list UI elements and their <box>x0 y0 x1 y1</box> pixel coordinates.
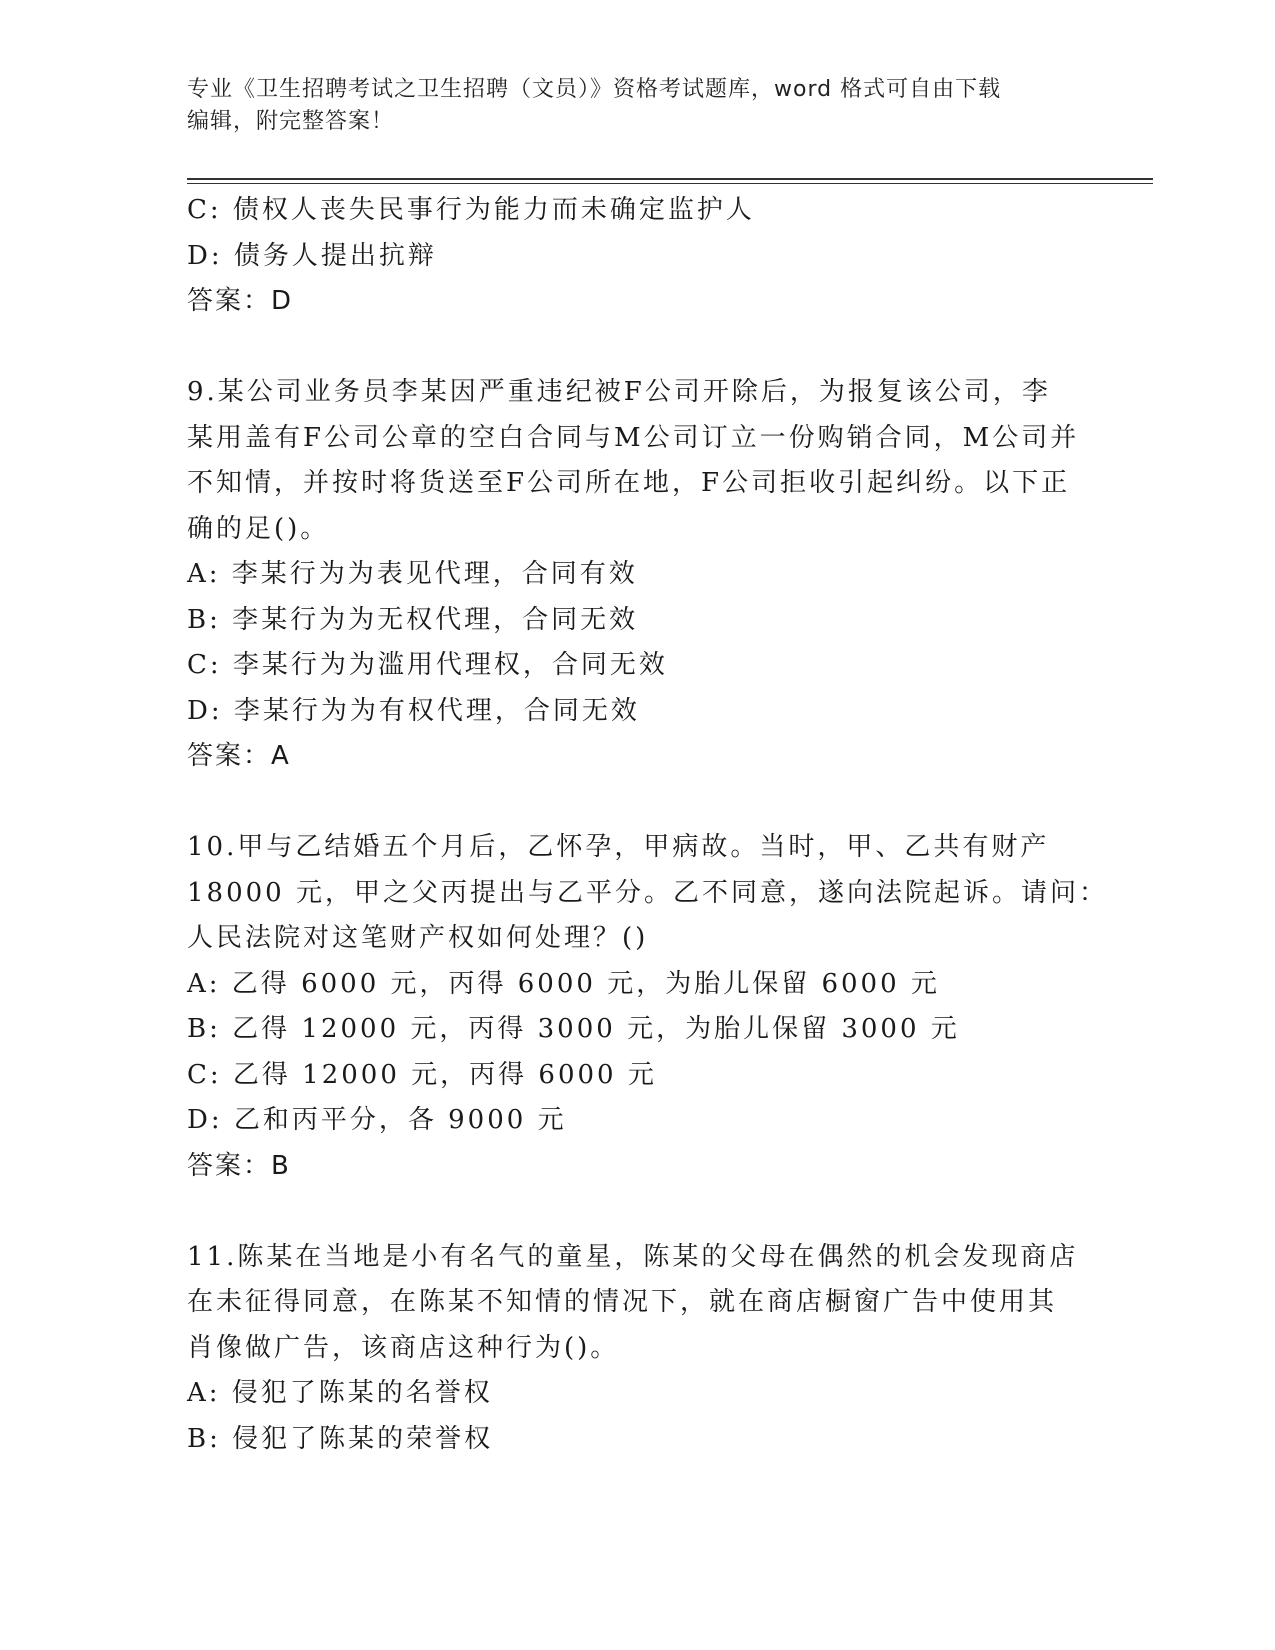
option-d: D: 乙和丙平分，各 9000 元 <box>187 1105 567 1135</box>
spacer <box>187 325 1087 371</box>
option-c: C: 李某行为为滥用代理权，合同无效 <box>187 650 668 680</box>
question-stem-line: 18000 元，甲之父丙提出与乙平分。乙不同意，遂向法院起诉。请问： <box>187 877 1108 908</box>
question-stem-line: 某用盖有F公司公章的空白合同与M公司订立一份购销合同，M公司并 <box>187 422 1080 453</box>
question-stem-line: 10.甲与乙结婚五个月后，乙怀孕，甲病故。当时，甲、乙共有财产 <box>187 832 1050 862</box>
header-rule-thick <box>187 178 1153 180</box>
question-stem-line: 肖像做广告，该商店这种行为()。 <box>187 1332 620 1363</box>
header-rule-thin <box>187 183 1153 184</box>
question-stem-line: 11.陈某在当地是小有名气的童星，陈某的父母在偶然的机会发现商店 <box>187 1241 1079 1272</box>
question-stem-line: 9.某公司业务员李某因严重违纪被F公司开除后，为报复该公司，李 <box>187 377 1051 407</box>
question-stem-line: 确的足()。 <box>187 513 330 544</box>
answer-label: 答案：D <box>187 286 294 316</box>
header-line-2: 编辑，附完整答案！ <box>187 109 395 134</box>
document-body <box>187 188 1108 1462</box>
answer-label: 答案：A <box>187 741 291 771</box>
option-b: B: 乙得 12000 元，丙得 3000 元，为胎儿保留 3000 元 <box>187 1014 960 1044</box>
question-stem-line: 不知情，并按时将货送至F公司所在地，F公司拒收引起纠纷。以下正 <box>187 468 1071 498</box>
question-stem-line: 在未征得同意，在陈某不知情的情况下，就在商店橱窗广告中使用其 <box>187 1287 1058 1317</box>
option-d: D: 债务人提出抗辩 <box>187 240 437 271</box>
option-a: A: 李某行为为表见代理，合同有效 <box>187 559 638 589</box>
spacer <box>187 1189 1087 1235</box>
question-9 <box>187 370 1087 780</box>
spacer <box>187 780 1087 826</box>
question-10 <box>187 825 1108 1189</box>
option-b: B: 侵犯了陈某的荣誉权 <box>187 1423 494 1454</box>
question-stem-line: 人民法院对这笔财产权如何处理？() <box>187 923 649 953</box>
document-header <box>187 74 1087 138</box>
option-c: C: 债权人丧失民事行为能力而未确定监护人 <box>187 195 755 225</box>
question-8-tail <box>187 188 1087 325</box>
answer-label: 答案：B <box>187 1150 291 1181</box>
option-c: C: 乙得 12000 元，丙得 6000 元 <box>187 1059 657 1090</box>
option-b: B: 李某行为为无权代理，合同无效 <box>187 604 639 635</box>
header-line-1: 专业《卫生招聘考试之卫生招聘（文员）》资格考试题库，word 格式可自由下载 <box>187 77 1002 102</box>
option-d: D: 李某行为为有权代理，合同无效 <box>187 695 640 726</box>
question-11 <box>187 1235 1087 1463</box>
option-a: A: 乙得 6000 元，丙得 6000 元，为胎儿保留 6000 元 <box>187 968 940 999</box>
option-a: A: 侵犯了陈某的名誉权 <box>187 1378 493 1408</box>
